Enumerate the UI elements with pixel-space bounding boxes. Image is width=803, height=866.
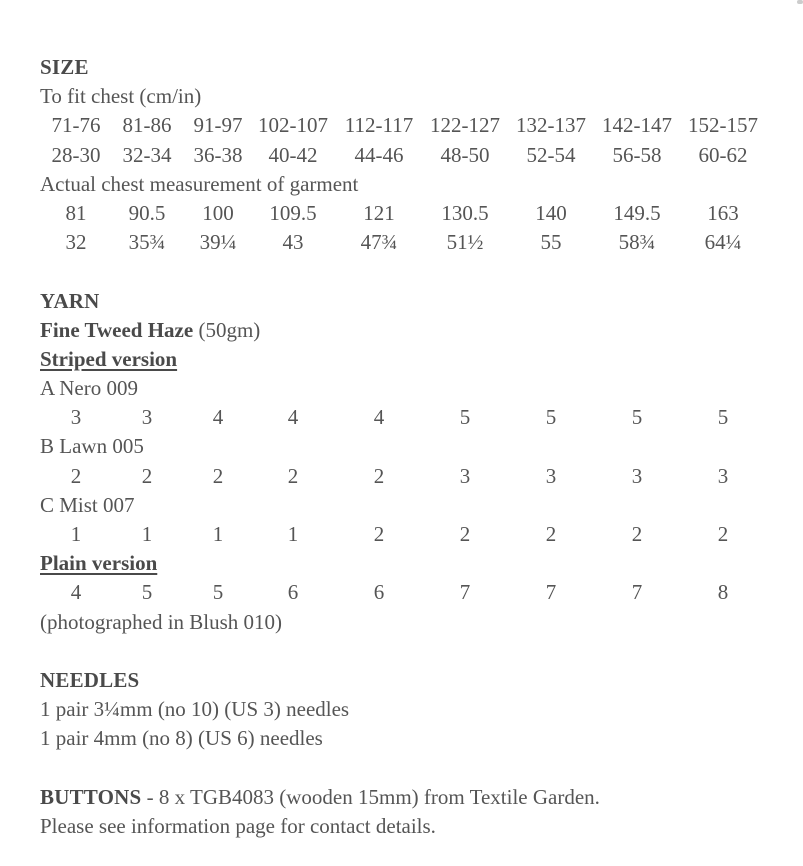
size-value-cell: 7	[459, 580, 471, 605]
size-value-cell: 152-157	[688, 113, 758, 138]
actual-chest-label: Actual chest measurement of garment	[40, 171, 359, 196]
colour-a-label: A Nero 009	[40, 376, 138, 401]
size-value-cell: 81-86	[122, 113, 172, 138]
size-value-cell: 43	[282, 230, 304, 255]
size-value-cell: 60-62	[698, 142, 748, 167]
size-value-cell: 32-34	[122, 142, 172, 167]
size-value-cell: 39¼	[199, 230, 237, 255]
size-value-cell: 3	[717, 463, 729, 488]
size-value-cell: 2	[373, 463, 385, 488]
size-value-cell: 90.5	[128, 200, 166, 225]
plain-row	[40, 578, 780, 607]
size-value-cell: 8	[717, 580, 729, 605]
pattern-materials-page	[40, 53, 780, 841]
size-value-cell: 7	[631, 580, 643, 605]
size-value-cell: 112-117	[344, 113, 414, 138]
size-value-cell: 48-50	[440, 142, 490, 167]
size-value-cell: 5	[141, 580, 153, 605]
corner-mark	[797, 0, 803, 4]
colour-a-row	[40, 403, 780, 432]
size-value-cell: 130.5	[441, 200, 489, 225]
yarn-heading: YARN	[40, 288, 100, 313]
size-value-cell: 2	[141, 463, 153, 488]
size-value-cell: 6	[373, 580, 385, 605]
colour-b-row	[40, 462, 780, 491]
buttons-heading: BUTTONS	[40, 784, 142, 809]
size-value-cell: 5	[717, 405, 729, 430]
size-value-cell: 32	[65, 230, 87, 255]
needles-line-2: 1 pair 4mm (no 8) (US 6) needles	[40, 726, 323, 751]
size-value-cell: 1	[212, 522, 224, 546]
size-value-cell: 55	[540, 230, 562, 255]
buttons-line	[40, 783, 780, 812]
striped-version-label: Striped version	[40, 346, 178, 371]
size-value-cell: 56-58	[612, 142, 662, 167]
size-value-cell: 4	[70, 580, 82, 605]
yarn-name-line	[40, 316, 780, 345]
size-value-cell: 4	[287, 405, 299, 430]
buttons-text: - 8 x TGB4083 (wooden 15mm) from Textile Garden.	[141, 784, 600, 809]
size-value-cell: 3	[70, 405, 82, 430]
size-value-cell: 58¾	[618, 230, 656, 255]
size-value-cell: 142-147	[602, 113, 672, 138]
colour-b-label: B Lawn 005	[40, 434, 144, 459]
size-value-cell: 2	[287, 463, 299, 488]
size-value-cell: 7	[545, 580, 557, 605]
plain-version-label: Plain version	[40, 551, 158, 576]
size-value-cell: 2	[545, 522, 557, 546]
size-value-cell: 121	[363, 200, 395, 225]
size-value-cell: 4	[373, 405, 385, 430]
size-value-cell: 51½	[446, 230, 484, 255]
size-value-cell: 2	[717, 522, 729, 546]
size-value-cell: 36-38	[193, 142, 243, 167]
size-value-cell: 3	[459, 463, 471, 488]
actual-cm-row	[40, 199, 780, 228]
size-heading: SIZE	[40, 55, 89, 79]
size-value-cell: 149.5	[613, 200, 661, 225]
size-value-cell: 5	[545, 405, 557, 430]
yarn-name: Fine Tweed Haze	[40, 317, 194, 342]
size-value-cell: 5	[212, 580, 224, 605]
size-value-cell: 3	[141, 405, 153, 430]
size-value-cell: 52-54	[526, 142, 576, 167]
size-value-cell: 3	[545, 463, 557, 488]
needles-line-1: 1 pair 3¼mm (no 10) (US 3) needles	[40, 697, 350, 722]
photo-note: (photographed in Blush 010)	[40, 609, 283, 634]
size-value-cell: 102-107	[258, 113, 328, 138]
size-value-cell: 100	[202, 200, 234, 225]
size-value-cell: 1	[287, 522, 299, 546]
size-value-cell: 109.5	[269, 200, 317, 225]
size-value-cell: 122-127	[430, 113, 500, 138]
size-value-cell: 140	[535, 200, 567, 225]
size-value-cell: 2	[212, 463, 224, 488]
needles-heading: NEEDLES	[40, 667, 140, 692]
size-value-cell: 71-76	[51, 113, 101, 138]
size-value-cell: 28-30	[51, 142, 101, 167]
size-value-cell: 1	[70, 522, 82, 546]
size-value-cell: 5	[631, 405, 643, 430]
buttons-line-2: Please see information page for contact details.	[40, 813, 436, 838]
size-value-cell: 47¾	[360, 230, 398, 255]
size-value-cell: 163	[707, 200, 739, 225]
size-value-cell: 64¼	[704, 230, 742, 255]
size-value-cell: 1	[141, 522, 153, 546]
size-value-cell: 3	[631, 463, 643, 488]
yarn-weight: (50gm)	[193, 317, 261, 342]
size-value-cell: 2	[70, 463, 82, 488]
size-value-cell: 2	[459, 522, 471, 546]
size-value-cell: 35¾	[128, 230, 166, 255]
size-value-cell: 40-42	[268, 142, 318, 167]
chest-label: To fit chest (cm/in)	[40, 84, 202, 109]
chest-in-row	[40, 141, 780, 170]
size-value-cell: 91-97	[193, 113, 243, 138]
size-value-cell: 2	[373, 522, 385, 546]
size-value-cell: 132-137	[516, 113, 586, 138]
colour-c-row	[40, 520, 780, 549]
actual-in-row	[40, 228, 780, 257]
size-value-cell: 2	[631, 522, 643, 546]
size-value-cell: 5	[459, 405, 471, 430]
size-value-cell: 6	[287, 580, 299, 605]
size-value-cell: 44-46	[354, 142, 404, 167]
colour-c-label: C Mist 007	[40, 492, 135, 517]
size-value-cell: 4	[212, 405, 224, 430]
size-value-cell: 81	[65, 200, 87, 225]
chest-cm-row	[40, 111, 780, 140]
